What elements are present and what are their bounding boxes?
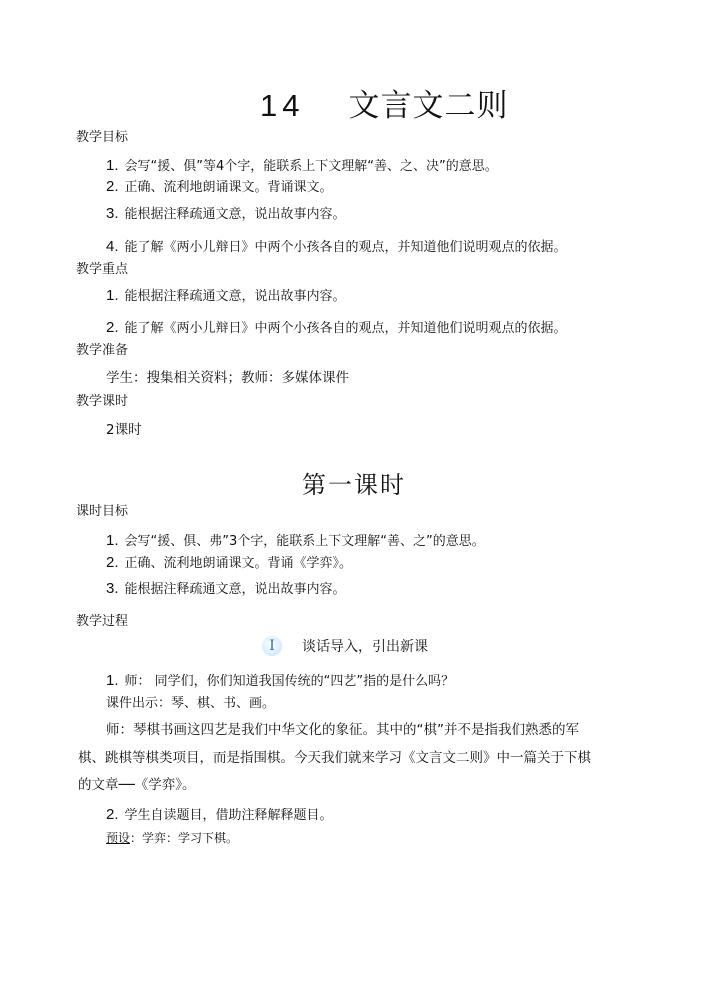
section-header bbox=[262, 636, 428, 656]
goal-item: 4. 能了解《两小儿辩日》中两个小孩各自的观点，并知道他们说明观点的依据。 bbox=[106, 238, 567, 255]
lesson-goal-item: 3. 能根据注释疏通文意，说出故事内容。 bbox=[106, 580, 346, 597]
preparation-text: 学生：搜集相关资料；教师：多媒体课件 bbox=[106, 370, 349, 386]
step-one: 1. 师： 同学们，你们知道我国传统的“四艺”指的是什么吗？ bbox=[106, 672, 455, 689]
preview-label: 预设 bbox=[106, 831, 131, 845]
teaching-goals-heading: 教学目标 bbox=[76, 130, 129, 145]
teacher-line: 棋、跳棋等棋类项目，而是指围棋。今天我们就来学习《文言文二则》中一篇关于下棋 bbox=[78, 750, 591, 766]
goal-item: 2. 正确、流利地朗诵课文。背诵课文。 bbox=[106, 178, 333, 195]
goal-item: 1. 会写“援、俱”等4个字，能联系上下文理解“善、之、决”的意思。 bbox=[106, 157, 498, 174]
lesson-title bbox=[260, 80, 508, 125]
teacher-line: 师：琴棋书画这四艺是我们中华文化的象征。其中的“棋”并不是指我们熟悉的军 bbox=[106, 722, 579, 738]
preparation-heading: 教学准备 bbox=[76, 343, 129, 358]
lesson-goal-item: 1. 会写“援、俱、弗”3个字，能联系上下文理解“善、之”的意思。 bbox=[106, 532, 485, 549]
process-heading: 教学过程 bbox=[76, 614, 129, 629]
focus-item: 1. 能根据注释疏通文意，说出故事内容。 bbox=[106, 287, 346, 304]
section-numeral-icon: I bbox=[262, 636, 282, 656]
lesson-goal-item: 2. 正确、流利地朗诵课文。背诵《学弈》。 bbox=[106, 554, 353, 571]
teacher-line: 的文章──《学弈》。 bbox=[78, 777, 196, 793]
courseware-text: 课件出示：琴、棋、书、画。 bbox=[106, 696, 276, 711]
section-title: 谈话导入，引出新课 bbox=[302, 639, 428, 655]
lesson-one-title: 第一课时 bbox=[302, 471, 406, 499]
teaching-focus-heading: 教学重点 bbox=[76, 262, 129, 277]
step-two: 2. 学生自读题目，借助注释解释题目。 bbox=[106, 806, 333, 823]
goal-item: 3. 能根据注释疏通文意，说出故事内容。 bbox=[106, 205, 346, 222]
hours-text: 2课时 bbox=[106, 422, 142, 438]
lesson-goals-heading: 课时目标 bbox=[76, 504, 129, 519]
hours-heading: 教学课时 bbox=[76, 394, 129, 409]
lesson-name: 文言文二则 bbox=[348, 88, 509, 124]
lesson-number: 14 bbox=[260, 88, 305, 123]
focus-item: 2. 能了解《两小儿辩日》中两个小孩各自的观点，并知道他们说明观点的依据。 bbox=[106, 319, 567, 336]
preview-text: 预设：学弈：学习下棋。 bbox=[106, 831, 239, 845]
